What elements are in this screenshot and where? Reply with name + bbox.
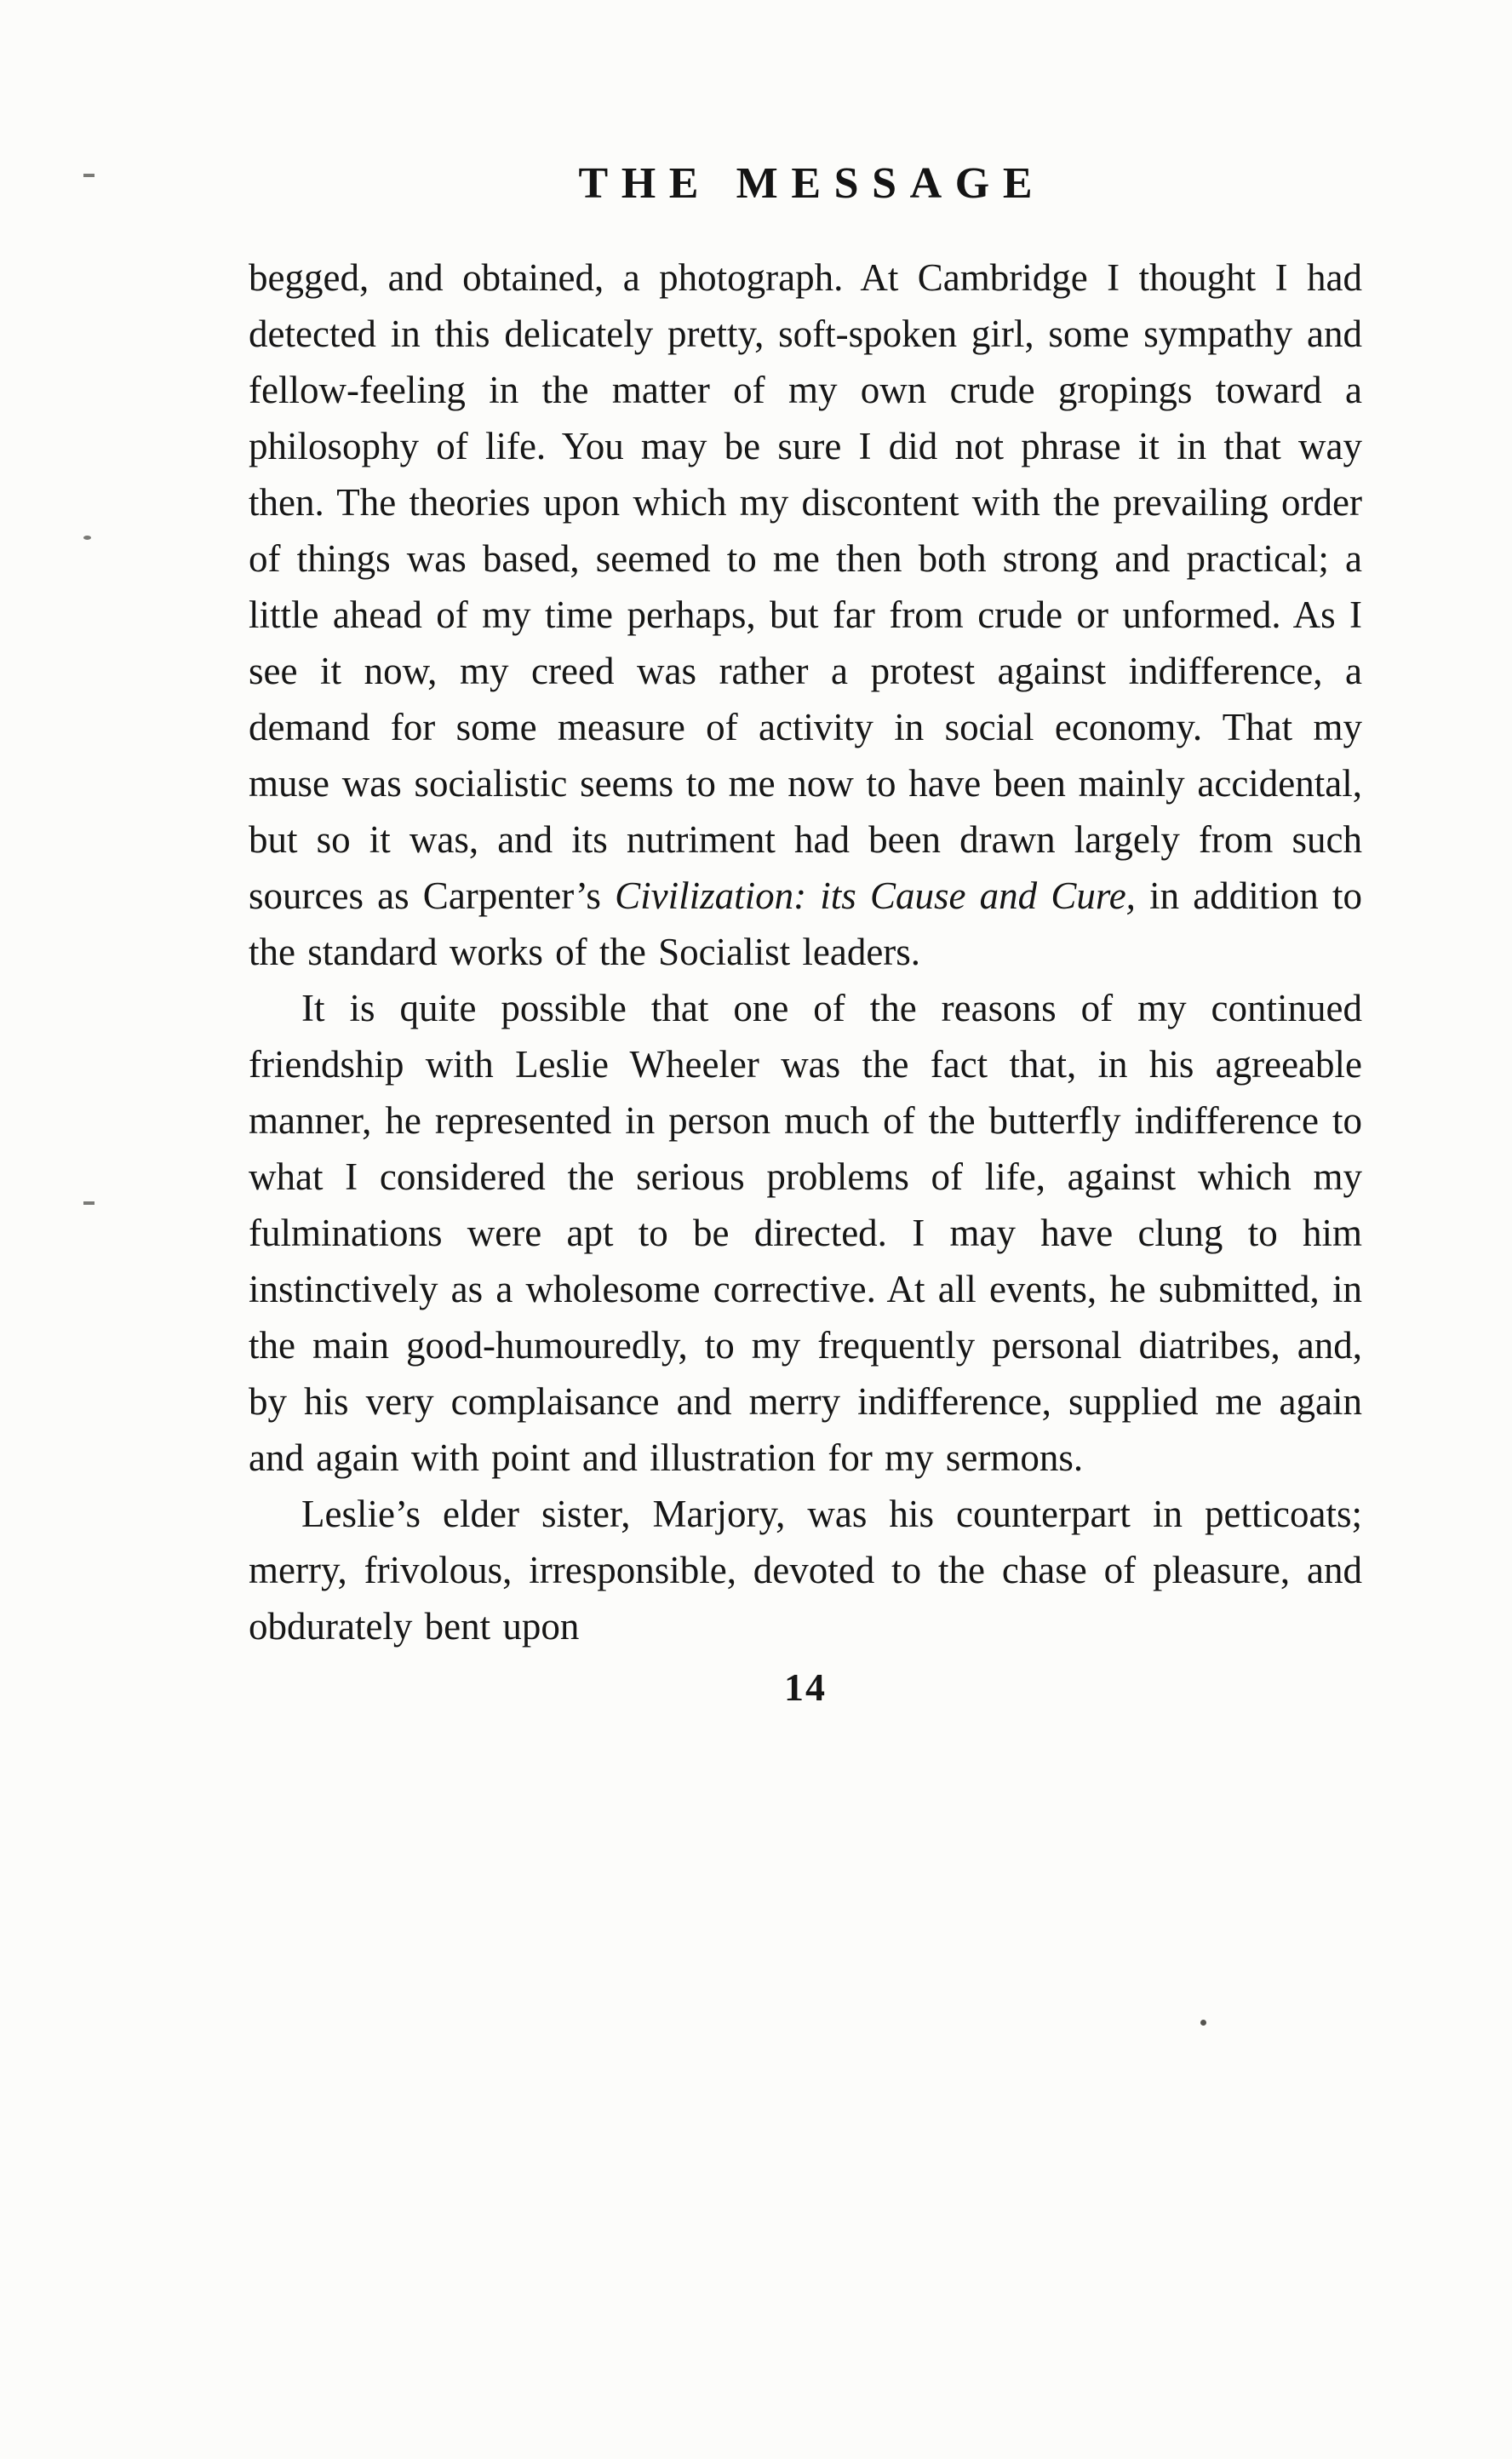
scan-mark bbox=[1200, 2020, 1206, 2026]
text-run: in addition to the standard works of the Socialist leaders. bbox=[249, 874, 1362, 973]
paragraph bbox=[249, 249, 1362, 980]
running-header: THE MESSAGE bbox=[578, 159, 1046, 208]
page-content bbox=[249, 158, 1362, 1716]
paragraph bbox=[249, 1486, 1362, 1654]
text-run: It is quite possible that one of the reasons of my continued friendship with Leslie Wheeler was the fact that, in his agreeable manner, he represented in person much of the butterfly indifference to what I considered the serious problems of life, against which my fulminations were apt to be directed. I may have clung to him instinctively as a wholesome corrective. At all events, he submitted, in the main good-humouredly, to my frequently personal diatribes, and, by his very complaisance and merry indifference, supplied me again and again with point and illustration for my sermons. bbox=[249, 987, 1362, 1479]
text-run: begged, and obtained, a photograph. At Cambridge I thought I had detected in this delicately pretty, soft-spoken girl, some sympathy and fellow-feeling in the matter of my own crude gropings toward a philosophy of life. You may be sure I did not phrase it in that way then. The theories upon which my discontent with the prevailing order of things was based, seemed to me then both strong and practical; a little ahead of my time perhaps, but far from crude or unformed. As I see it now, my creed was rather a protest against indifference, a demand for some measure of activity in social economy. That my muse was socialistic seems to me now to have been mainly accidental, but so it was, and its nutriment had been drawn largely from such sources as Carpenter’s bbox=[249, 256, 1362, 917]
paragraph bbox=[249, 980, 1362, 1486]
italic-text-run: Civilization: its Cause and Cure, bbox=[615, 874, 1136, 917]
text-run: Leslie’s elder sister, Marjory, was his counterpart in petticoats; merry, frivolous, irresponsible, devoted to the chase of pleasure, and obdurately bent upon bbox=[249, 1493, 1362, 1648]
scan-mark bbox=[83, 174, 94, 177]
scan-mark bbox=[83, 536, 91, 540]
text-block bbox=[249, 249, 1362, 1654]
page-number: 14 bbox=[784, 1665, 827, 1709]
scan-mark bbox=[83, 1201, 94, 1205]
